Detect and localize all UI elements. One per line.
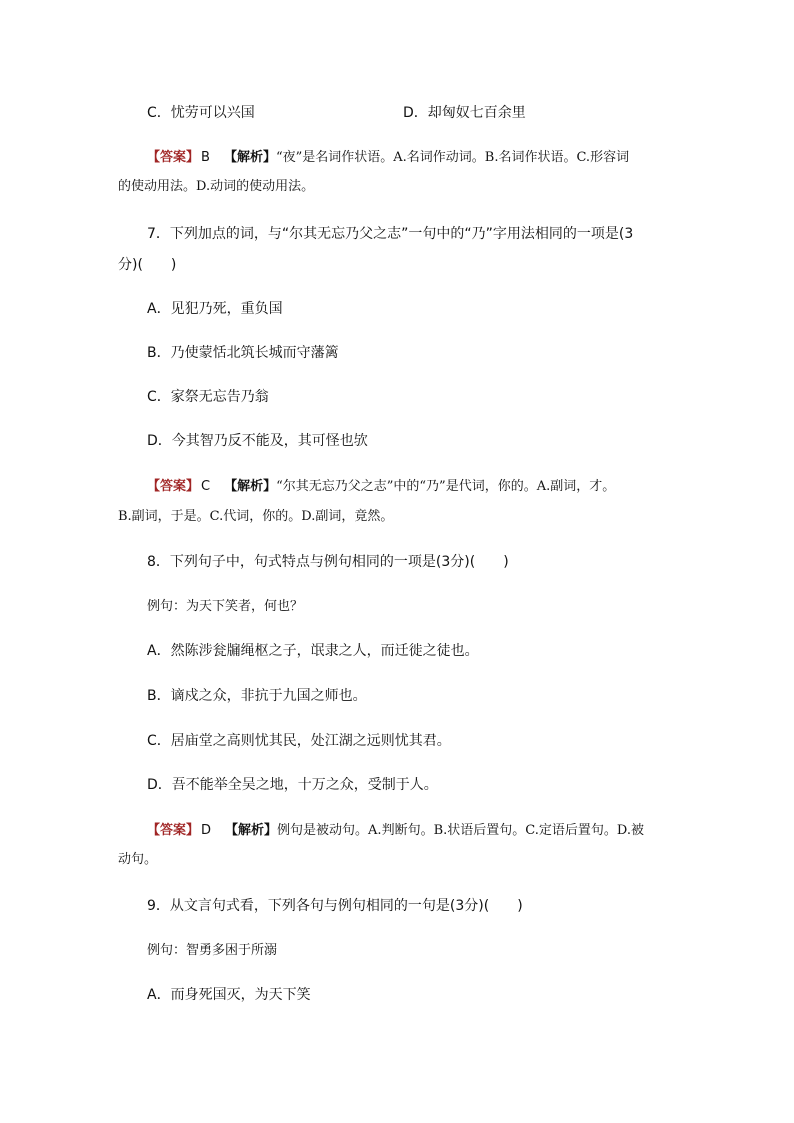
answer-tag: 【答案】 [147,823,200,838]
option-d-q7: D．今其智乃反不能及，其可怪也欤 [147,433,368,449]
question-9-stem: 9．从文言句式看，下列各句与例句相同的一句是(3分)( ) [147,898,523,914]
option-c-q6: C．忧劳可以兴国 [147,105,255,121]
answer-tag: 【答案】 [147,479,200,494]
answer-tag: 【答案】 [147,150,200,165]
option-a-q8: A．然陈涉瓮牖绳枢之子，氓隶之人，而迁徙之徒也。 [147,643,479,659]
answer-letter: D [201,823,212,838]
answer-letter: B [201,150,210,165]
analysis-text: “夜”是名词作状语。A.名词作动词。B.名词作状语。C.形容词 [275,150,630,165]
example-sentence-q8: 例句：为天下笑者，何也？ [147,599,304,614]
question-7-stem: 7．下列加点的词，与“尔其无忘乃父之志”一句中的“乃”字用法相同的一项是(3 [147,226,634,242]
example-sentence-q9: 例句：智勇多困于所溺 [147,943,278,958]
option-d-q6: D．却匈奴七百余里 [403,105,526,121]
option-a-q9: A．而身死国灭，为天下笑 [147,987,311,1003]
analysis-text: “尔其无忘乃父之志”中的“乃”是代词，你的。A.副词，才。 [276,479,616,494]
analysis-tag: 【解析】 [223,150,276,165]
option-c-q7: C．家祭无忘告乃翁 [147,389,269,405]
analysis-tag: 【解析】 [224,479,277,494]
answer-q8-line2: 动句。 [118,852,158,867]
option-c-q8: C．居庙堂之高则忧其民，处江湖之远则忧其君。 [147,733,451,749]
answer-letter: C [201,479,211,494]
answer-q7-line2: B.副词，于是。C.代词，你的。D.副词，竟然。 [118,509,394,524]
question-8-stem: 8．下列句子中，句式特点与例句相同的一项是(3分)( ) [147,554,509,570]
analysis-tag: 【解析】 [225,823,278,838]
answer-q6-line2: 的使动用法。D.动词的使动用法。 [118,179,315,194]
answer-q7-line1 [147,478,615,496]
option-b-q8: B．谪戍之众，非抗于九国之师也。 [147,688,367,704]
answer-q8-line1 [147,822,644,840]
option-a-q7: A．见犯乃死，重负国 [147,301,283,317]
option-d-q8: D．吾不能举全吴之地，十万之众，受制于人。 [147,777,438,793]
question-7-stem-cont: 分)( ) [118,257,177,273]
answer-q6-line1 [147,149,629,167]
analysis-text: 例句是被动句。A.判断句。B.状语后置句。C.定语后置句。D.被 [277,823,644,838]
option-b-q7: B．乃使蒙恬北筑长城而守藩篱 [147,345,339,361]
